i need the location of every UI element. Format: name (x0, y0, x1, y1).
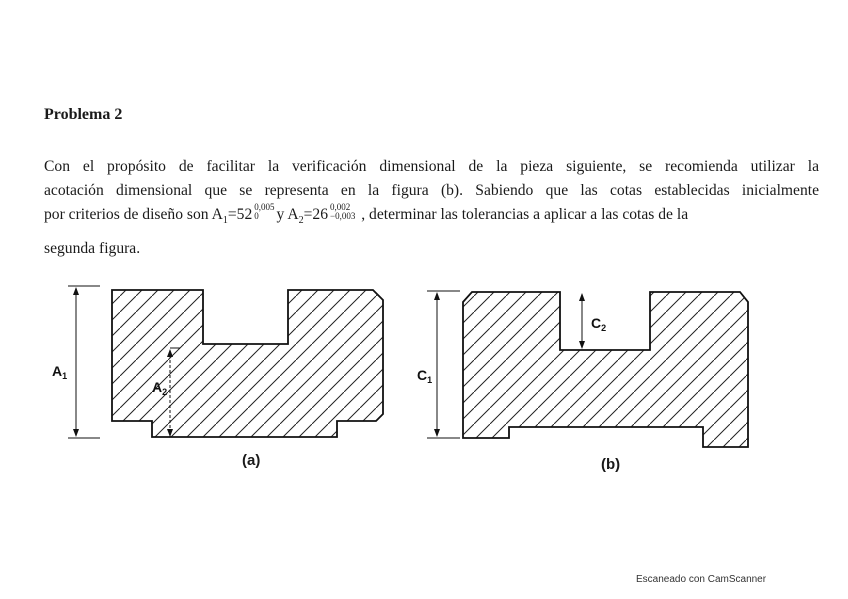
problem-statement (44, 155, 819, 261)
a1-tolerance (254, 203, 274, 221)
scanner-watermark: Escaneado con CamScanner (636, 574, 767, 585)
figure-a-drawing (40, 280, 400, 455)
a1-subscript: 1 (222, 215, 228, 227)
a2-subscript: 2 (298, 215, 304, 227)
statement-line-4: segunda figura. (44, 240, 141, 258)
a1-tol-upper: 0,005 (254, 202, 275, 213)
part-profile-b (450, 280, 760, 455)
statement-line-3 (44, 203, 819, 233)
figure-b-drawing (410, 280, 770, 455)
a2-tol-upper: 0,002 (330, 202, 351, 213)
a2-tolerance (330, 203, 355, 221)
label-a2: $A_2$ (152, 379, 168, 397)
dimension-c1 (427, 291, 460, 438)
statement-line-1: Con el propósito de facilitar la verificación dimensional de la pieza siguiente, se recomienda utilizar la (44, 158, 819, 175)
dimension-a1 (68, 286, 100, 438)
a1-tol-lower: 0 (254, 211, 259, 222)
label-a1: $A_1$ (52, 363, 68, 381)
figure-b (410, 280, 770, 455)
line3-post: , determinar las tolerancias a aplicar a las cotas de la (361, 206, 689, 223)
a2-value: =26 (303, 206, 329, 223)
dimension-c2 (579, 293, 585, 349)
caption-a: (a) (242, 452, 261, 469)
label-c2: $C_2$ (591, 315, 607, 333)
problem-title: Problema 2 (44, 106, 123, 123)
caption-b: (b) (601, 456, 621, 473)
statement-line-2: acotación dimensional que se representa en la figura (b). Sabiendo que las cotas establecidas inicialmente (44, 182, 819, 199)
figure-a (40, 280, 400, 455)
a1-value: =52 (227, 206, 253, 223)
line3-mid: y A (276, 206, 299, 223)
line3-pre: por criterios de diseño son A (44, 206, 223, 223)
a2-tol-lower: −0,003 (330, 211, 356, 222)
label-c1: $C_1$ (417, 367, 433, 385)
part-profile-a (100, 280, 400, 455)
